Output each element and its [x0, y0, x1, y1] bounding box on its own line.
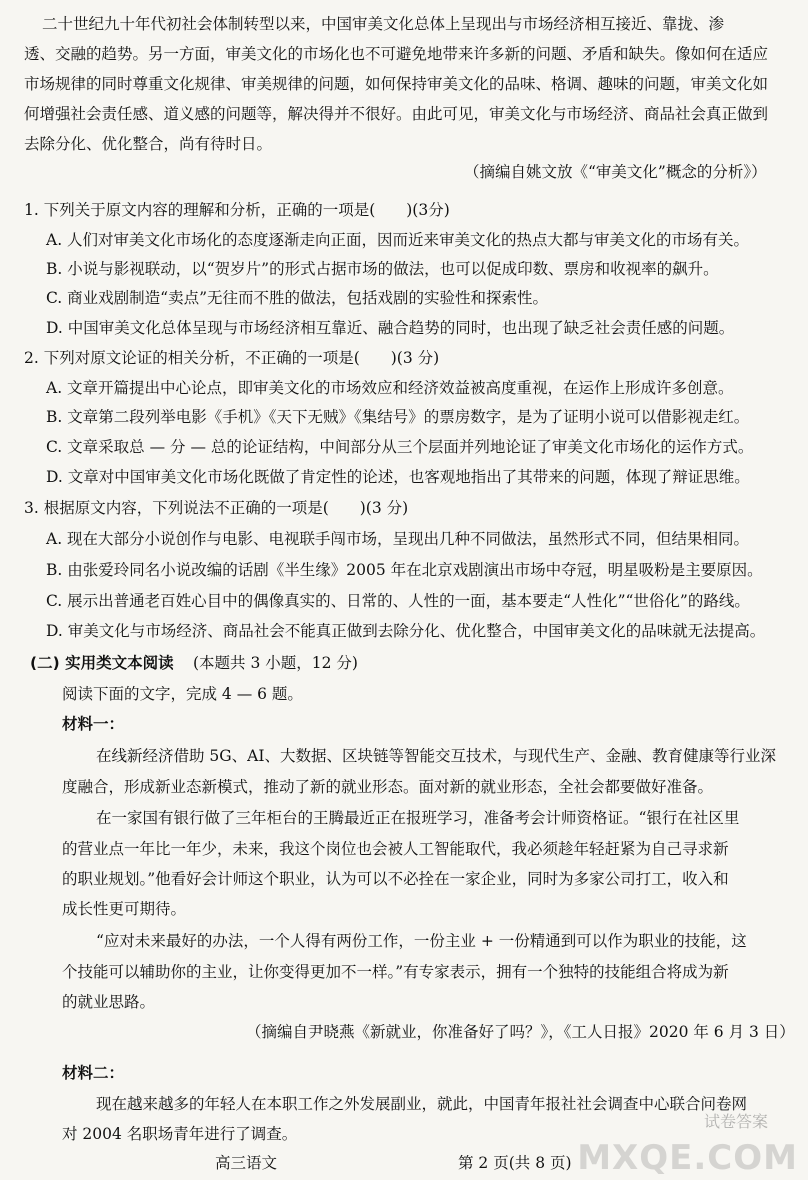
material-line: “应对未来最好的办法，一个人得有两份工作，一份主业 + 一份精通到可以作为职业的技能，这: [96, 932, 747, 950]
option-a: A. 人们对审美文化市场化的态度逐渐走向正面，因而近来审美文化的热点大都与审美文化的市场有关。: [46, 231, 750, 249]
passage-line: 何增强社会责任感、道义感的问题等，解决得并不很好。由此可见，审美文化与市场经济、商品社会真正做到: [24, 105, 769, 123]
material-line: 的就业思路。: [62, 993, 156, 1011]
watermark-caption: 试卷答案: [703, 1112, 768, 1131]
section-title: (二) 实用类文本阅读: [30, 654, 174, 672]
source-citation: （摘编自尹晓燕《新就业，你准备好了吗？》，《工人日报》2020 年 6 月 3 日）: [246, 1023, 795, 1041]
footer-subject: 高三语文: [215, 1154, 278, 1172]
question-stem: 1. 下列关于原文内容的理解和分析，正确的一项是( )(3分): [24, 201, 450, 219]
source-citation: （摘编自姚文放《“审美文化”概念的分析》）: [464, 163, 767, 181]
material-line: 现在越来越多的年轻人在本职工作之外发展副业，就此，中国青年报社社会调查中心联合问卷网: [96, 1095, 748, 1113]
material-line: 的职业规划。”他看好会计师这个职业，认为可以不必拴在一家企业，同时为多家公司打工，收入和: [62, 870, 729, 888]
option-c: C. 商业戏剧制造“卖点”无往而不胜的做法，包括戏剧的实验性和探索性。: [46, 289, 549, 307]
read-instruction: 阅读下面的文字，完成 4 — 6 题。: [62, 685, 303, 703]
material-line: 对 2004 名职场青年进行了调查。: [62, 1125, 298, 1143]
option-a: A. 现在大部分小说创作与电影、电视联手闯市场，呈现出几种不同做法，虽然形式不同，但结果相同。: [46, 530, 750, 548]
option-c: C. 文章采取总 — 分 — 总的论证结构，中间部分从三个层面并列地论证了审美文化市场化的运作方式。: [46, 438, 754, 456]
footer-page-number: 第 2 页(共 8 页): [458, 1154, 572, 1172]
passage-line: 市场规律的同时尊重文化规律、审美规律的问题，如何保持审美文化的品味、格调、趣味的问题，审美文化如: [24, 75, 769, 93]
watermark-logo: MXQE.COM: [577, 1138, 798, 1178]
material-title: 材料一：: [62, 715, 125, 733]
material-line: 成长性更可期待。: [62, 900, 187, 918]
material-line: 度融合，形成新业态新模式，推动了新的就业形态。面对新的就业形态，全社会都要做好准备。: [62, 778, 714, 796]
material-line: 个技能可以辅助你的主业，让你变得更加不一样。”有专家表示，拥有一个独特的技能组合将成为新: [62, 963, 729, 981]
passage-line: 去除分化、优化整合，尚有待时日。: [24, 135, 273, 153]
material-line: 在线新经济借助 5G、AI、大数据、区块链等智能交互技术，与现代生产、金融、教育健康等行业深: [96, 747, 776, 765]
material-line: 在一家国有银行做了三年柜台的王腾最近正在报班学习，准备考会计师资格证。“银行在社区里: [96, 809, 740, 827]
option-d: D. 文章对中国审美文化市场化既做了肯定性的论述，也客观地指出了其带来的问题，体现了辩证思维。: [46, 468, 750, 486]
option-b: B. 文章第二段列举电影《手机》《天下无贼》《集结号》的票房数字，是为了证明小说可以借影视走红。: [46, 408, 750, 426]
option-d: D. 审美文化与市场经济、商品社会不能真正做到去除分化、优化整合，中国审美文化的品味就无法提高。: [46, 622, 766, 640]
question-stem: 3. 根据原文内容，下列说法不正确的一项是( )(3 分): [24, 499, 409, 517]
option-c: C. 展示出普通老百姓心目中的偶像真实的、日常的、人性的一面，基本要走“人性化”“世俗化”的路线。: [46, 592, 750, 610]
material-line: 的营业点一年比一年少，未来，我这个岗位也会被人工智能取代，我必须趁年轻赶紧为自己寻求新: [62, 840, 729, 858]
passage-line: 透、交融的趋势。另一方面，审美文化的市场化也不可避免地带来许多新的问题、矛盾和缺失。像如何在适应: [24, 45, 769, 63]
option-b: B. 由张爱玲同名小说改编的话剧《半生缘》2005 年在北京戏剧演出市场中夺冠，明星吸粉是主要原因。: [46, 561, 763, 579]
passage-line: 二十世纪九十年代初社会体制转型以来，中国审美文化总体上呈现出与市场经济相互接近、靠拢、渗: [42, 15, 725, 33]
section-note: (本题共 3 小题，12 分): [193, 654, 358, 672]
option-a: A. 文章开篇提出中心论点，即审美文化的市场效应和经济效益被高度重视，在运作上形成许多创意。: [46, 379, 734, 397]
question-stem: 2. 下列对原文论证的相关分析，不正确的一项是( )(3 分): [24, 349, 440, 367]
option-d: D. 中国审美文化总体呈现与市场经济相互靠近、融合趋势的同时，也出现了缺乏社会责任感的问题。: [46, 319, 735, 337]
option-b: B. 小说与影视联动，以“贺岁片”的形式占据市场的做法，也可以促成印数、票房和收视率的飙升。: [46, 260, 719, 278]
material-title: 材料二：: [62, 1064, 125, 1082]
